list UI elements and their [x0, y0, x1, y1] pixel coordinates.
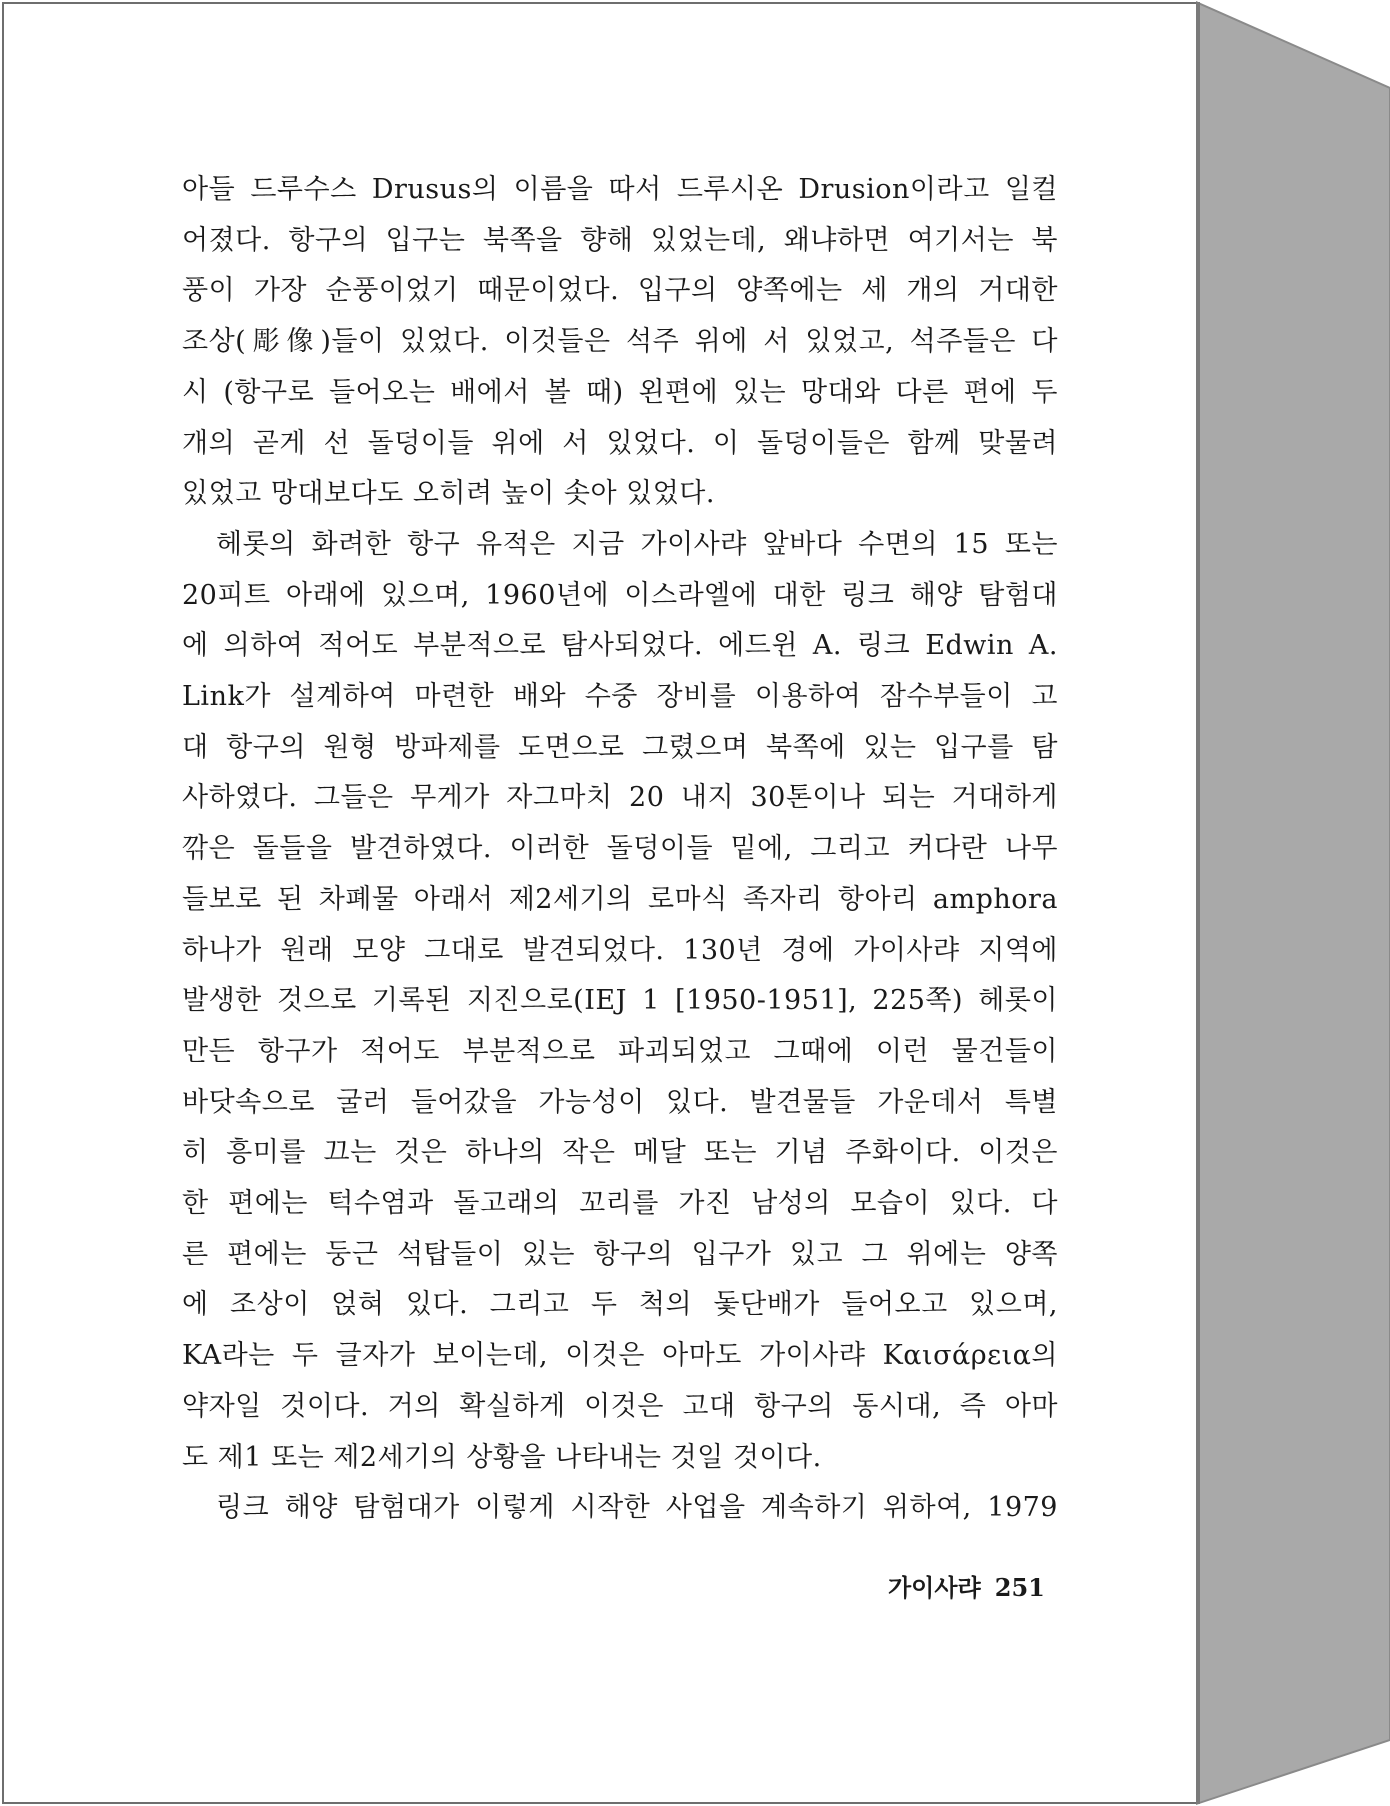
- paragraph-2: [182, 520, 1058, 1483]
- text-line: 개의 곧게 선 돌덩이들 위에 서 있었다. 이 돌덩이들은 함께 맞물려: [182, 427, 1058, 459]
- page-number: 251: [994, 1573, 1045, 1602]
- text-line: 깎은 돌들을 발견하였다. 이러한 돌덩이들 밑에, 그리고 커다란 나무: [182, 833, 1058, 865]
- text-line: 발생한 것으로 기록된 지진으로(IEJ 1 [1950-1951], 225쪽) 헤롯이: [182, 985, 1058, 1017]
- text-line: 사하였다. 그들은 무게가 자그마치 20 내지 30톤이나 되는 거대하게: [182, 782, 1058, 814]
- text-line: 만든 항구가 적어도 부분적으로 파괴되었고 그때에 이런 물건들이: [182, 1035, 1058, 1067]
- book-page-edge: [1196, 0, 1390, 1806]
- text-line: 대 항구의 원형 방파제를 도면으로 그렸으며 북쪽에 있는 입구를 탐: [182, 731, 1058, 763]
- text-line: 히 흥미를 끄는 것은 하나의 작은 메달 또는 기념 주화이다. 이것은: [182, 1137, 1058, 1169]
- text-line: 헤롯의 화려한 항구 유적은 지금 가이사랴 앞바다 수면의 15 또는: [216, 528, 1058, 560]
- text-line: 아들 드루수스 Drusus의 이름을 따서 드루시온 Drusion이라고 일컬: [182, 174, 1058, 205]
- text-line: 도 제1 또는 제2세기의 상황을 나타내는 것일 것이다.: [182, 1441, 822, 1473]
- text-line: 20피트 아래에 있으며, 1960년에 이스라엘에 대한 링크 해양 탐험대: [182, 579, 1058, 611]
- paragraph-1: [182, 165, 1058, 520]
- text-line: 조상(彫像)들이 있었다. 이것들은 석주 위에 서 있었고, 석주들은 다: [182, 326, 1058, 358]
- text-line: 어졌다. 항구의 입구는 북쪽을 향해 있었는데, 왜냐하면 여기서는 북: [182, 224, 1058, 256]
- text-line: 링크 해양 탐험대가 이렇게 시작한 사업을 계속하기 위하여, 1979: [216, 1492, 1058, 1524]
- page-footer: [888, 1568, 1045, 1603]
- text-line: 시 (항구로 들어오는 배에서 볼 때) 왼편에 있는 망대와 다른 편에 두: [182, 376, 1058, 408]
- text-line: 에 의하여 적어도 부분적으로 탐사되었다. 에드윈 A. 링크 Edwin A.: [182, 630, 1058, 662]
- text-line: 하나가 원래 모양 그대로 발견되었다. 130년 경에 가이사랴 지역에: [182, 934, 1058, 966]
- text-line: 약자일 것이다. 거의 확실하게 이것은 고대 항구의 동시대, 즉 아마: [182, 1390, 1058, 1422]
- paragraph-3: [182, 1483, 1058, 1534]
- text-line: 한 편에는 턱수염과 돌고래의 꼬리를 가진 남성의 모습이 있다. 다: [182, 1188, 1058, 1220]
- body-text: [182, 165, 1058, 1534]
- text-line: 있었고 망대보다도 오히려 높이 솟아 있었다.: [182, 478, 715, 510]
- text-line: 바닷속으로 굴러 들어갔을 가능성이 있다. 발견물들 가운데서 특별: [182, 1086, 1058, 1118]
- text-line: 들보로 된 차폐물 아래서 제2세기의 로마식 족자리 항아리 amphora: [182, 883, 1058, 915]
- text-line: 에 조상이 얹혀 있다. 그리고 두 척의 돛단배가 들어오고 있으며,: [182, 1289, 1058, 1321]
- text-line: KA라는 두 글자가 보이는데, 이것은 아마도 가이사랴 Καισάρεια의: [182, 1340, 1058, 1372]
- text-line: 른 편에는 둥근 석탑들이 있는 항구의 입구가 있고 그 위에는 양쪽: [182, 1238, 1058, 1270]
- running-title: 가이사랴: [888, 1573, 981, 1602]
- text-line: 풍이 가장 순풍이었기 때문이었다. 입구의 양쪽에는 세 개의 거대한: [182, 275, 1058, 307]
- text-line: Link가 설계하여 마련한 배와 수중 장비를 이용하여 잠수부들이 고: [182, 681, 1058, 713]
